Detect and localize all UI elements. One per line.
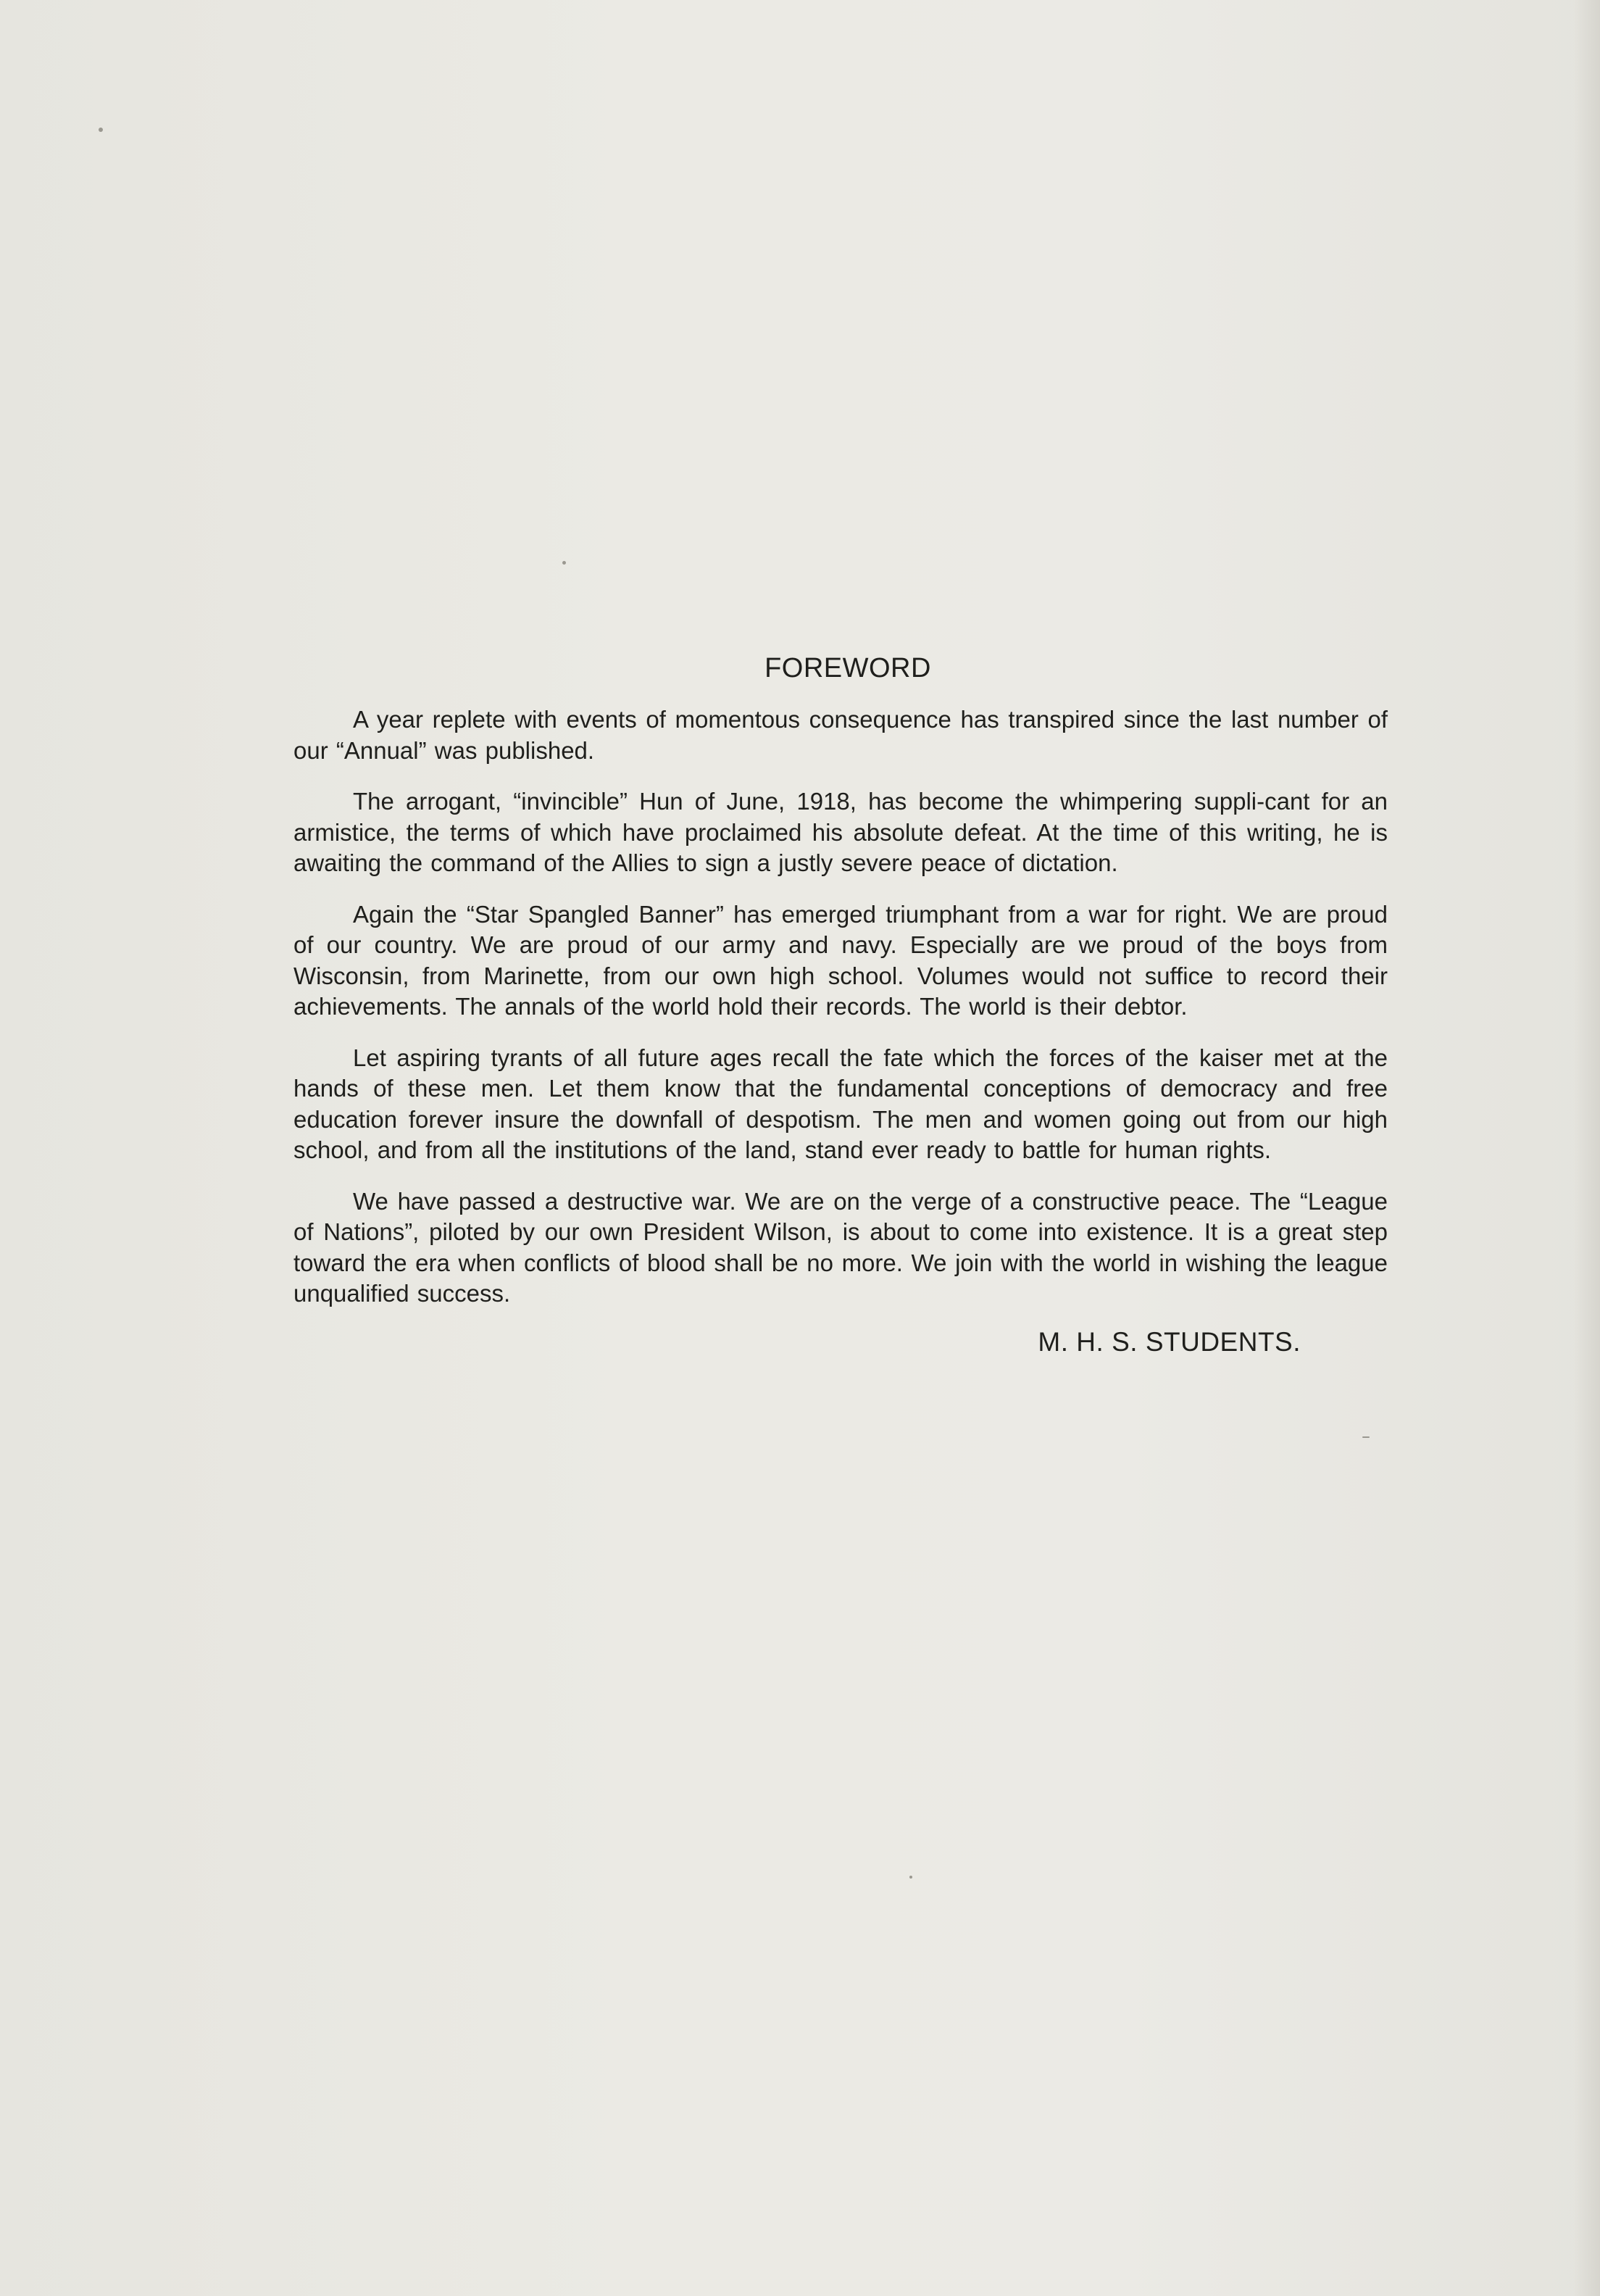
paragraph: A year replete with events of momentous consequence has transpired since the last number of our “Annual” was published. <box>293 706 1388 764</box>
paragraph: Let aspiring tyrants of all future ages recall the fate which the forces of the kaiser met at the hands of these men. Let them know that the fundamental conceptions of democracy and free education forever insure the downfall of despotism. The men and women going out from our high school, and from all the institutions of the land, stand ever ready to battle for human rights. <box>293 1044 1388 1163</box>
signature: M. H. S. STUDENTS. <box>1038 1326 1301 1357</box>
paper-speck <box>1362 1436 1370 1438</box>
foreword-content <box>293 651 1388 1359</box>
paragraph: We have passed a destructive war. We are on the verge of a constructive peace. The “League of Nations”, piloted by our own President Wilson, is about to come into existence. It is a great step toward the era when conflicts of blood shall be no more. We join with the world in wishing the league unqualified success. <box>293 1187 1388 1307</box>
page-title: FOREWORD <box>764 653 931 683</box>
paper-speck <box>99 128 103 132</box>
paper-speck <box>909 1876 912 1879</box>
paragraph: The arrogant, “invincible” Hun of June, 1918, has become the whimpering suppli-cant for an armistice, the terms of which have proclaimed his absolute defeat. At the time of this writing, he is awaiting the command of the Allies to sign a justly severe peace of dictation. <box>293 788 1388 876</box>
page-edge-shadow <box>1574 0 1600 2296</box>
paper-speck <box>562 561 566 565</box>
paragraph: Again the “Star Spangled Banner” has emerged triumphant from a war for right. We are proud of our country. We are proud of our army and navy. Especially are we proud of the boys from Wisconsin, from Marinette, from our own high school. Volumes would not suffice to record their achievements. The annals of the world hold their records. The world is their debtor. <box>293 900 1388 1020</box>
